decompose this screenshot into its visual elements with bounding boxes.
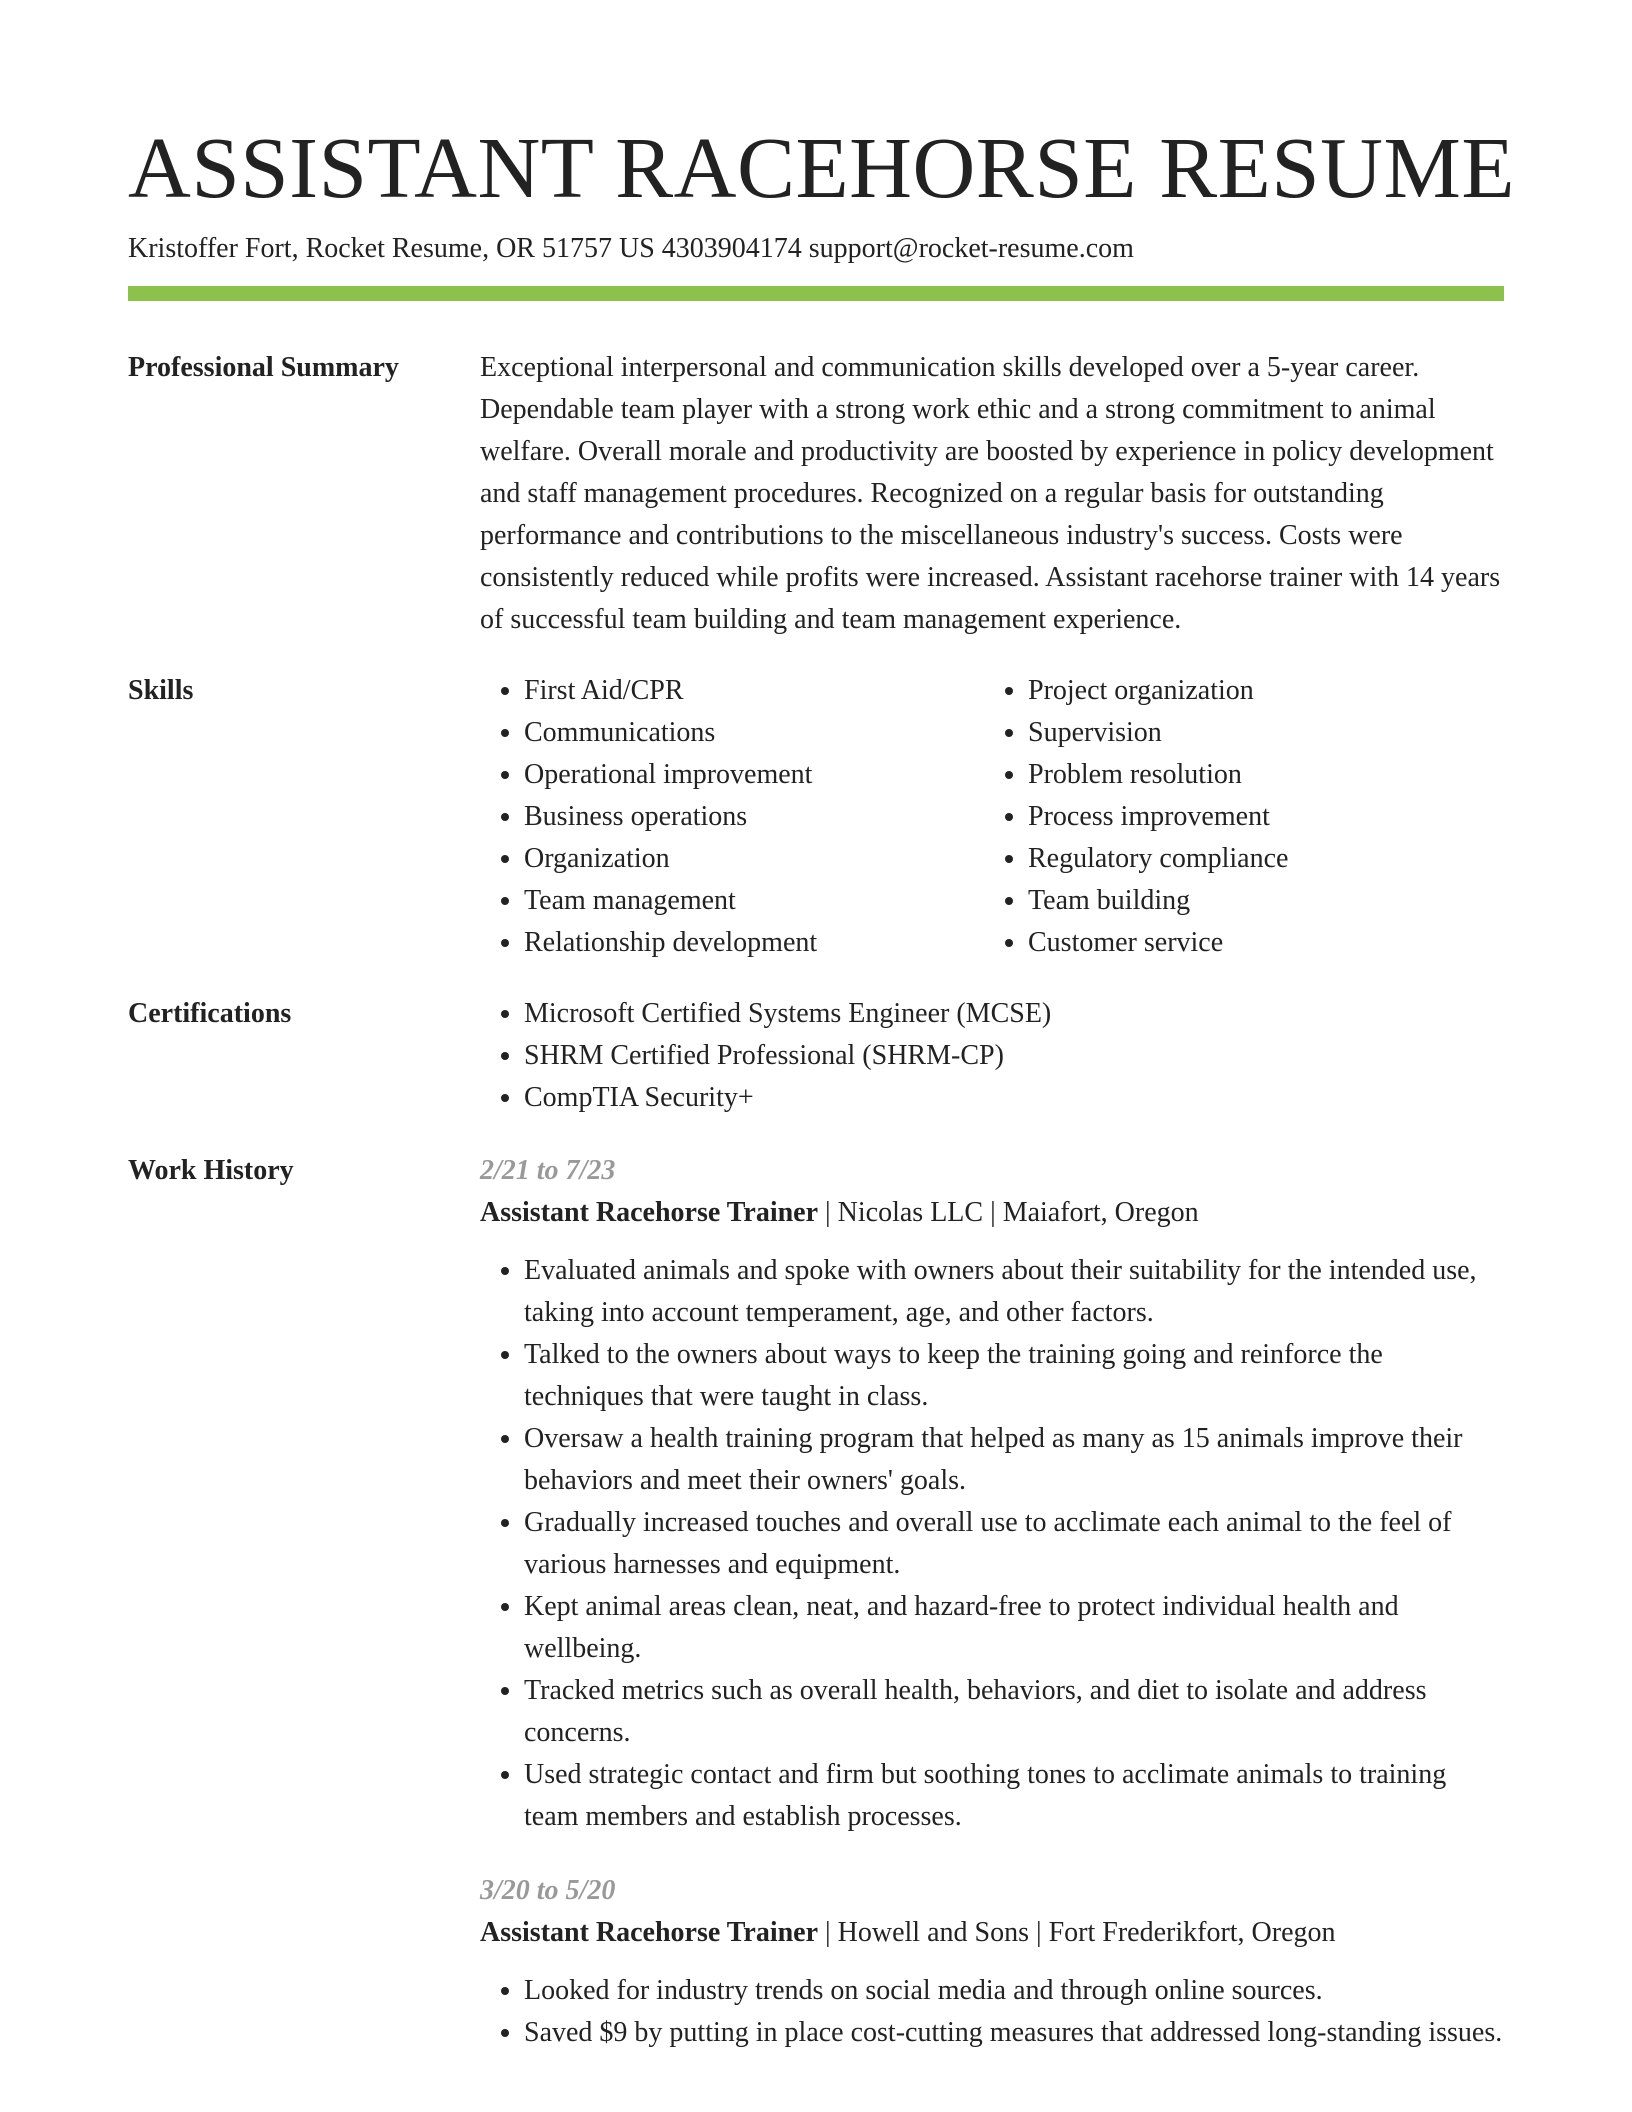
resume-title: ASSISTANT RACEHORSE RESUME xyxy=(128,119,1515,216)
skill-item: • Customer service xyxy=(1028,922,1488,964)
certification-item: • SHRM Certified Professional (SHRM-CP) xyxy=(524,1035,1504,1077)
job-title: Assistant Racehorse Trainer xyxy=(480,1917,819,1948)
job-dates: 2/21 to 7/23 xyxy=(480,1155,616,1186)
skill-item: • Organization xyxy=(524,838,984,880)
job-duty: • Evaluated animals and spoke with owners about their suitability for the intended use, taking into account temperament, age, and other factors. xyxy=(524,1250,1504,1334)
job-heading xyxy=(480,1912,1504,1954)
job-duty: • Saved $9 by putting in place cost-cutting measures that addressed long-standing issues. xyxy=(524,2012,1504,2054)
skill-item: • Supervision xyxy=(1028,712,1488,754)
job-duty: • Gradually increased touches and overall use to acclimate each animal to the feel of various harnesses and equipment. xyxy=(524,1502,1504,1586)
skills-label: Skills xyxy=(128,675,194,706)
skill-item: • Project organization xyxy=(1028,670,1488,712)
job-separator: | xyxy=(818,1197,838,1228)
job-dates: 3/20 to 5/20 xyxy=(480,1875,616,1906)
job-duty: • Tracked metrics such as overall health, behaviors, and diet to isolate and address concerns. xyxy=(524,1670,1504,1754)
skill-item: • Business operations xyxy=(524,796,984,838)
job-duty: • Used strategic contact and firm but soothing tones to acclimate animals to training team members and establish processes. xyxy=(524,1754,1504,1838)
job-heading xyxy=(480,1192,1504,1234)
skill-item: • Process improvement xyxy=(1028,796,1488,838)
certifications-body xyxy=(480,993,1504,1119)
summary-label: Professional Summary xyxy=(128,352,399,383)
skills-list-left xyxy=(480,670,984,964)
job-company: Howell and Sons xyxy=(837,1917,1029,1948)
skill-item: • Regulatory compliance xyxy=(1028,838,1488,880)
accent-divider xyxy=(128,286,1504,301)
job-entry xyxy=(480,1150,1504,1838)
skill-item: • First Aid/CPR xyxy=(524,670,984,712)
job-duty: • Looked for industry trends on social media and through online sources. xyxy=(524,1970,1504,2012)
job-duty: • Talked to the owners about ways to keep the training going and reinforce the techniques that were taught in class. xyxy=(524,1334,1504,1418)
certifications-list xyxy=(480,993,1504,1119)
job-duties-list xyxy=(480,1970,1504,2054)
certification-item: • Microsoft Certified Systems Engineer (MCSE) xyxy=(524,993,1504,1035)
certification-item: • CompTIA Security+ xyxy=(524,1077,1504,1119)
skills-column-right xyxy=(984,670,1488,964)
contact-line: Kristoffer Fort, Rocket Resume, OR 51757 US 4303904174 support@rocket-resume.com xyxy=(128,233,1134,264)
job-entry xyxy=(480,1870,1504,2054)
job-duties-list xyxy=(480,1250,1504,1838)
skills-columns xyxy=(480,670,1504,964)
skill-item: • Team management xyxy=(524,880,984,922)
job-duty: • Kept animal areas clean, neat, and hazard-free to protect individual health and wellbeing. xyxy=(524,1586,1504,1670)
job-location: Maiafort, Oregon xyxy=(1002,1197,1199,1228)
skills-body xyxy=(480,670,1504,964)
skill-item: • Team building xyxy=(1028,880,1488,922)
work-history-body xyxy=(480,1150,1504,2086)
skills-list-right xyxy=(984,670,1488,964)
certifications-label: Certifications xyxy=(128,998,292,1029)
job-separator: | xyxy=(818,1917,838,1948)
summary-text: Exceptional interpersonal and communication skills developed over a 5-year career. Dependable team player with a strong work ethic and a strong commitment to animal welfare. Overall morale and productivity are boosted by experience in policy development and staff management procedures. Recognized on a regular basis for outstanding performance and contributions to the miscellaneous industry's success. Costs were consistently reduced while profits were increased. Assistant racehorse trainer with 14 years of successful team building and team management experience. xyxy=(480,352,1501,635)
skill-item: • Operational improvement xyxy=(524,754,984,796)
skill-item: • Relationship development xyxy=(524,922,984,964)
work-history-label: Work History xyxy=(128,1155,294,1186)
job-location: Fort Frederikfort, Oregon xyxy=(1048,1917,1336,1948)
job-separator: | xyxy=(1028,1917,1049,1948)
summary-body xyxy=(480,347,1504,641)
skills-column-left xyxy=(480,670,984,964)
job-title: Assistant Racehorse Trainer xyxy=(480,1197,819,1228)
skill-item: • Problem resolution xyxy=(1028,754,1488,796)
job-company: Nicolas LLC xyxy=(837,1197,984,1228)
skill-item: • Communications xyxy=(524,712,984,754)
job-separator: | xyxy=(983,1197,1003,1228)
job-duty: • Oversaw a health training program that helped as many as 15 animals improve their behaviors and meet their owners' goals. xyxy=(524,1418,1504,1502)
